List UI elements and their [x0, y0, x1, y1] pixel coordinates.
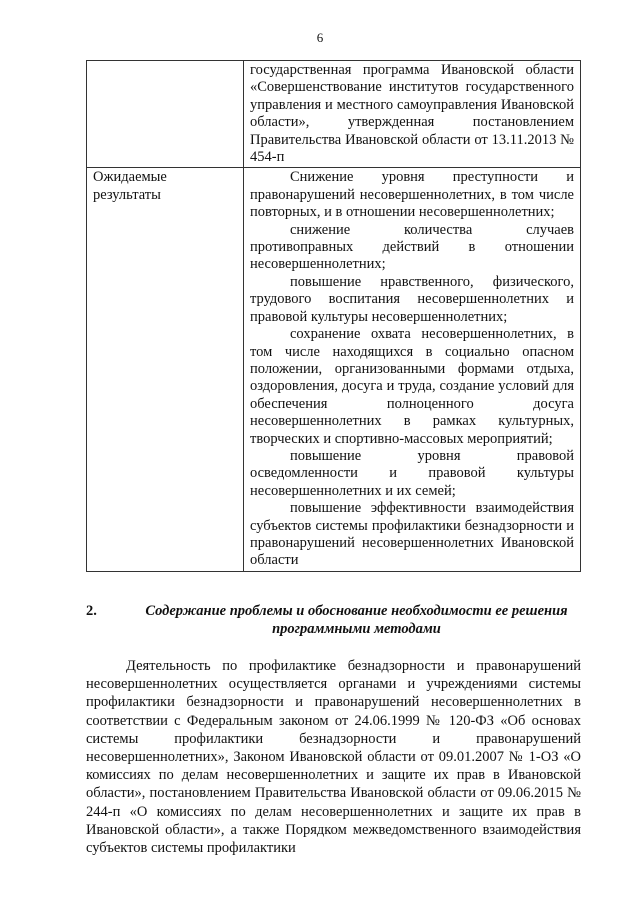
row-label [87, 61, 244, 168]
result-item: повышение уровня правовой осведомленности и правовой культуры несовершеннолетних и их семей; [250, 447, 574, 499]
section-heading [86, 603, 581, 638]
result-item: повышение нравственного, физического, трудового воспитания несовершеннолетних и правовой культуры несовершеннолетних; [250, 273, 574, 325]
program-passport-table [86, 60, 581, 572]
section-title: Содержание проблемы и обоснование необходимости ее решения программными методами [145, 603, 568, 637]
table-row [87, 168, 581, 571]
result-item: снижение количества случаев противоправных действий в отношении несовершеннолетних; [250, 221, 574, 273]
section-number: 2. [86, 603, 97, 619]
row-content [244, 168, 581, 571]
result-item: повышение эффективности взаимодействия субъектов системы профилактики безнадзорности и правонарушений несовершеннолетних Ивановской области [250, 500, 574, 569]
row-label: Ожидаемые результаты [87, 168, 244, 571]
table-row [87, 61, 581, 168]
result-item: сохранение охвата несовершеннолетних, в том числе находящихся в социально опасном положении, организованными формами отдыха, оздоровления, досуга и труда, создание условий для обеспечения полноценного досуга несовершеннолетних в рамках культурных, творческих и спортивно-массовых мероприятий; [250, 326, 574, 447]
row-paragraph: государственная программа Ивановской области «Совершенствование институтов государственного управления и местного самоуправления Ивановской области», утвержденная постановлением Правительства Ивановской области от 13.11.2013 № 454-п [250, 62, 574, 166]
result-item: Снижение уровня преступности и правонарушений несовершеннолетних, в том числе повторных, и в отношении несовершеннолетних; [250, 169, 574, 221]
page-number: 6 [316, 30, 324, 45]
row-content [244, 61, 581, 168]
body-paragraph: Деятельность по профилактике безнадзорности и правонарушений несовершеннолетних осуществляется органами и учреждениями системы профилактики безнадзорности и правонарушений несовершеннолетних в соответствии с Федеральным законом от 24.06.1999 № 120-ФЗ «Об основах системы профилактики безнадзорности и правонарушений несовершеннолетних», Законом Ивановской области от 09.01.2007 № 1-ОЗ «О комиссиях по делам несовершеннолетних и защите их прав в Ивановской области», постановлением Правительства Ивановской области от 09.06.2015 № 244-п «О комиссиях по делам несовершеннолетних и защите их прав в Ивановской области», а также Порядком межведомственного взаимодействия субъектов системы профилактики [86, 658, 581, 857]
